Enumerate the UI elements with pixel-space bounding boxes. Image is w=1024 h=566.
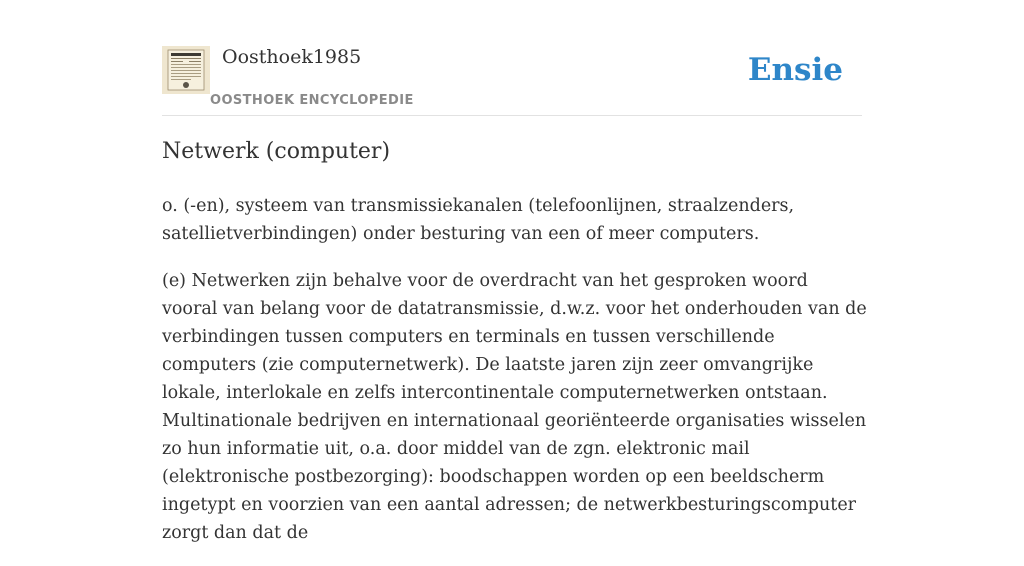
site-logo[interactable]: Ensie [747, 52, 843, 88]
article-header [162, 44, 862, 116]
page-title: Netwerk (computer) [162, 139, 391, 164]
article-paragraph: o. (-en), systeem van transmissiekanalen (telefoonlijnen, straalzenders, satellietverbindingen) onder besturing van een of meer computers. [162, 196, 795, 244]
encyclopedia-cover-icon [162, 46, 210, 94]
avatar[interactable] [162, 46, 210, 94]
username[interactable]: Oosthoek1985 [222, 46, 362, 68]
source-label[interactable]: OOSTHOEK ENCYCLOPEDIE [210, 93, 414, 108]
article-body [162, 192, 867, 566]
article-paragraph: (e) Netwerken zijn behalve voor de overdracht van het gesproken woord vooral van belang voor de datatransmissie, d.w.z. voor het onderhouden van de verbindingen tussen computers en terminals en tussen verschillende computers (zie computernetwerk). De laatste jaren zijn zeer omvangrijke lokale, interlokale en zelfs intercontinentale computernetwerken ontstaan. Multinationale bedrijven en internationaal georiënteerde organisaties wisselen zo hun informatie uit, o.a. door middel van de zgn. elektronic mail (elektronische postbezorging): boodschappen worden op een beeldscherm ingetypt en voorzien van een aantal adressen; de netwerkbesturingscomputer zorgt dan dat de [162, 271, 867, 543]
